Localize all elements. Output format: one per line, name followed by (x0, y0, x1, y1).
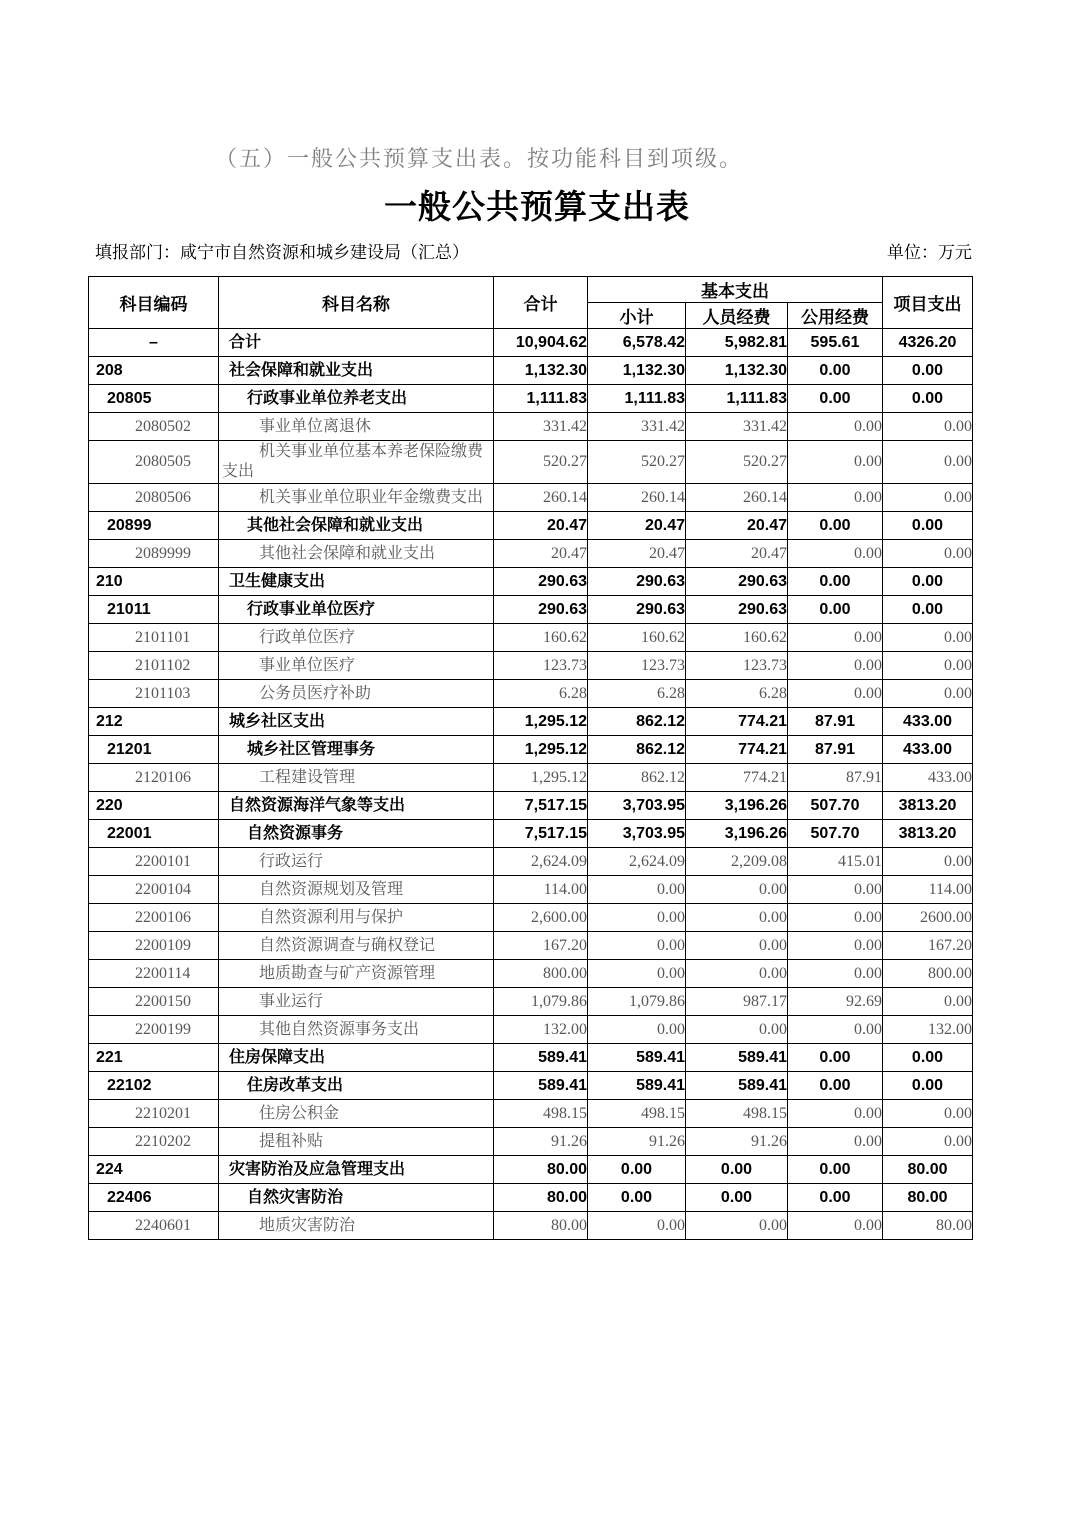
value-cell-subtotal: 331.42 (588, 413, 686, 441)
value-cell-total: 589.41 (494, 1044, 588, 1072)
value-cell-total: 7,517.15 (494, 820, 588, 848)
name-cell: 自然资源规划及管理 (219, 876, 494, 904)
value-cell-public: 0.00 (788, 568, 883, 596)
value-cell-project: 3813.20 (883, 820, 973, 848)
value-cell-project: 0.00 (883, 1072, 973, 1100)
code-cell: 2101103 (89, 680, 219, 708)
value-cell-total: 167.20 (494, 932, 588, 960)
value-cell-personnel: 0.00 (686, 904, 788, 932)
value-cell-total: 800.00 (494, 960, 588, 988)
code-cell: 2200104 (89, 876, 219, 904)
budget-table (88, 276, 973, 1240)
value-cell-public: 507.70 (788, 792, 883, 820)
table-row (89, 1100, 973, 1128)
table-row (89, 960, 973, 988)
value-cell-personnel: 498.15 (686, 1100, 788, 1128)
name-cell: 提租补贴 (219, 1128, 494, 1156)
table-row (89, 385, 973, 413)
header-basic-group: 基本支出 (588, 277, 883, 303)
value-cell-project: 132.00 (883, 1016, 973, 1044)
value-cell-personnel: 589.41 (686, 1072, 788, 1100)
code-cell: 22406 (89, 1184, 219, 1212)
value-cell-total: 260.14 (494, 484, 588, 512)
value-cell-public: 0.00 (788, 1212, 883, 1240)
value-cell-project: 0.00 (883, 357, 973, 385)
value-cell-subtotal: 862.12 (588, 736, 686, 764)
value-cell-subtotal: 290.63 (588, 596, 686, 624)
value-cell-total: 498.15 (494, 1100, 588, 1128)
value-cell-project: 0.00 (883, 848, 973, 876)
value-cell-total: 20.47 (494, 512, 588, 540)
value-cell-total: 114.00 (494, 876, 588, 904)
name-cell: 机关事业单位基本养老保险缴费支出 (219, 441, 494, 484)
value-cell-subtotal: 123.73 (588, 652, 686, 680)
value-cell-public: 87.91 (788, 736, 883, 764)
value-cell-subtotal: 91.26 (588, 1128, 686, 1156)
name-cell: 其他社会保障和就业支出 (219, 540, 494, 568)
name-cell: 其他社会保障和就业支出 (219, 512, 494, 540)
value-cell-public: 0.00 (788, 1184, 883, 1212)
value-cell-public: 0.00 (788, 1044, 883, 1072)
value-cell-public: 0.00 (788, 1100, 883, 1128)
value-cell-public: 595.61 (788, 329, 883, 357)
code-cell: 21201 (89, 736, 219, 764)
value-cell-total: 1,295.12 (494, 764, 588, 792)
value-cell-project: 0.00 (883, 1128, 973, 1156)
value-cell-total: 290.63 (494, 568, 588, 596)
header-code: 科目编码 (89, 277, 219, 329)
table-row (89, 680, 973, 708)
value-cell-personnel: 774.21 (686, 708, 788, 736)
value-cell-subtotal: 0.00 (588, 1184, 686, 1212)
value-cell-total: 290.63 (494, 596, 588, 624)
value-cell-total: 132.00 (494, 1016, 588, 1044)
name-cell: 工程建设管理 (219, 764, 494, 792)
value-cell-personnel: 3,196.26 (686, 792, 788, 820)
value-cell-personnel: 20.47 (686, 540, 788, 568)
value-cell-subtotal: 0.00 (588, 1016, 686, 1044)
value-cell-project: 0.00 (883, 624, 973, 652)
table-row (89, 413, 973, 441)
value-cell-personnel: 331.42 (686, 413, 788, 441)
name-cell: 社会保障和就业支出 (219, 357, 494, 385)
value-cell-public: 0.00 (788, 441, 883, 484)
value-cell-personnel: 0.00 (686, 960, 788, 988)
value-cell-project: 0.00 (883, 512, 973, 540)
value-cell-personnel: 589.41 (686, 1044, 788, 1072)
value-cell-public: 87.91 (788, 708, 883, 736)
name-cell: 行政单位医疗 (219, 624, 494, 652)
value-cell-total: 331.42 (494, 413, 588, 441)
value-cell-personnel: 6.28 (686, 680, 788, 708)
value-cell-total: 1,111.83 (494, 385, 588, 413)
value-cell-subtotal: 0.00 (588, 960, 686, 988)
value-cell-personnel: 774.21 (686, 736, 788, 764)
value-cell-personnel: 5,982.81 (686, 329, 788, 357)
value-cell-project: 0.00 (883, 484, 973, 512)
value-cell-total: 589.41 (494, 1072, 588, 1100)
value-cell-subtotal: 862.12 (588, 708, 686, 736)
code-cell: 220 (89, 792, 219, 820)
value-cell-total: 10,904.62 (494, 329, 588, 357)
value-cell-total: 80.00 (494, 1184, 588, 1212)
value-cell-project: 4326.20 (883, 329, 973, 357)
header-project: 项目支出 (883, 277, 973, 329)
value-cell-public: 0.00 (788, 1072, 883, 1100)
value-cell-subtotal: 0.00 (588, 1156, 686, 1184)
value-cell-subtotal: 0.00 (588, 904, 686, 932)
value-cell-subtotal: 0.00 (588, 876, 686, 904)
table-row (89, 708, 973, 736)
code-cell: 2200114 (89, 960, 219, 988)
name-cell: 事业运行 (219, 988, 494, 1016)
value-cell-public: 0.00 (788, 385, 883, 413)
page-title: 一般公共预算支出表 (384, 190, 690, 226)
table-row (89, 876, 973, 904)
value-cell-total: 520.27 (494, 441, 588, 484)
code-cell: 210 (89, 568, 219, 596)
unit-label: 单位：万元 (887, 243, 972, 262)
code-cell: 21011 (89, 596, 219, 624)
value-cell-subtotal: 0.00 (588, 932, 686, 960)
department-label: 填报部门：咸宁市自然资源和城乡建设局（汇总） (95, 243, 469, 262)
code-cell: 20899 (89, 512, 219, 540)
value-cell-project: 2600.00 (883, 904, 973, 932)
value-cell-project: 0.00 (883, 540, 973, 568)
value-cell-subtotal: 498.15 (588, 1100, 686, 1128)
value-cell-subtotal: 1,079.86 (588, 988, 686, 1016)
code-cell: 208 (89, 357, 219, 385)
name-cell: 卫生健康支出 (219, 568, 494, 596)
name-cell: 住房保障支出 (219, 1044, 494, 1072)
table-row (89, 820, 973, 848)
table-row (89, 1044, 973, 1072)
code-cell: 2120106 (89, 764, 219, 792)
value-cell-total: 91.26 (494, 1128, 588, 1156)
value-cell-personnel: 0.00 (686, 1016, 788, 1044)
name-cell: 事业单位医疗 (219, 652, 494, 680)
name-cell: 灾害防治及应急管理支出 (219, 1156, 494, 1184)
value-cell-public: 0.00 (788, 960, 883, 988)
value-cell-project: 80.00 (883, 1184, 973, 1212)
table-row (89, 764, 973, 792)
value-cell-project: 0.00 (883, 568, 973, 596)
code-cell: 224 (89, 1156, 219, 1184)
value-cell-public: 0.00 (788, 652, 883, 680)
value-cell-total: 160.62 (494, 624, 588, 652)
value-cell-project: 0.00 (883, 1044, 973, 1072)
value-cell-subtotal: 3,703.95 (588, 820, 686, 848)
table-row (89, 652, 973, 680)
name-cell: 合计 (219, 329, 494, 357)
code-cell: 2200106 (89, 904, 219, 932)
value-cell-public: 0.00 (788, 357, 883, 385)
table-row (89, 1128, 973, 1156)
value-cell-public: 87.91 (788, 764, 883, 792)
value-cell-subtotal: 0.00 (588, 1212, 686, 1240)
value-cell-public: 0.00 (788, 512, 883, 540)
code-cell: 2101101 (89, 624, 219, 652)
name-cell: 机关事业单位职业年金缴费支出 (219, 484, 494, 512)
value-cell-personnel: 1,132.30 (686, 357, 788, 385)
table-row (89, 624, 973, 652)
code-cell: 22102 (89, 1072, 219, 1100)
value-cell-subtotal: 260.14 (588, 484, 686, 512)
table-row (89, 932, 973, 960)
value-cell-public: 0.00 (788, 1128, 883, 1156)
code-cell: 2200101 (89, 848, 219, 876)
table-row (89, 540, 973, 568)
header-subtotal: 小计 (588, 303, 686, 329)
value-cell-public: 0.00 (788, 624, 883, 652)
code-cell: 2080502 (89, 413, 219, 441)
name-cell: 行政事业单位医疗 (219, 596, 494, 624)
table-row (89, 736, 973, 764)
code-cell: 2200109 (89, 932, 219, 960)
value-cell-subtotal: 589.41 (588, 1072, 686, 1100)
value-cell-project: 0.00 (883, 413, 973, 441)
code-cell: 212 (89, 708, 219, 736)
value-cell-project: 3813.20 (883, 792, 973, 820)
value-cell-total: 1,295.12 (494, 736, 588, 764)
name-cell: 其他自然资源事务支出 (219, 1016, 494, 1044)
value-cell-personnel: 3,196.26 (686, 820, 788, 848)
table-row (89, 1072, 973, 1100)
section-heading: （五）一般公共预算支出表。按功能科目到项级。 (215, 146, 744, 171)
value-cell-subtotal: 6,578.42 (588, 329, 686, 357)
value-cell-public: 0.00 (788, 540, 883, 568)
code-cell: 2080506 (89, 484, 219, 512)
value-cell-project: 433.00 (883, 736, 973, 764)
code-cell: 2089999 (89, 540, 219, 568)
name-cell: 住房公积金 (219, 1100, 494, 1128)
value-cell-personnel: 0.00 (686, 1184, 788, 1212)
name-cell: 地质灾害防治 (219, 1212, 494, 1240)
value-cell-project: 0.00 (883, 652, 973, 680)
value-cell-subtotal: 290.63 (588, 568, 686, 596)
value-cell-subtotal: 20.47 (588, 512, 686, 540)
value-cell-public: 0.00 (788, 484, 883, 512)
code-cell: 2101102 (89, 652, 219, 680)
code-cell: 2200150 (89, 988, 219, 1016)
name-cell: 事业单位离退休 (219, 413, 494, 441)
value-cell-project: 0.00 (883, 441, 973, 484)
code-cell: 2080505 (89, 441, 219, 484)
value-cell-subtotal: 20.47 (588, 540, 686, 568)
value-cell-project: 0.00 (883, 385, 973, 413)
table-row (89, 988, 973, 1016)
value-cell-subtotal: 2,624.09 (588, 848, 686, 876)
value-cell-total: 80.00 (494, 1156, 588, 1184)
name-cell: 自然灾害防治 (219, 1184, 494, 1212)
table-row (89, 357, 973, 385)
table-row (89, 596, 973, 624)
code-cell: 20805 (89, 385, 219, 413)
value-cell-personnel: 2,209.08 (686, 848, 788, 876)
value-cell-project: 0.00 (883, 1100, 973, 1128)
header-total: 合计 (494, 277, 588, 329)
meta-row (95, 242, 972, 264)
code-cell: 2240601 (89, 1212, 219, 1240)
name-cell: 地质勘查与矿产资源管理 (219, 960, 494, 988)
code-cell: 221 (89, 1044, 219, 1072)
value-cell-total: 2,600.00 (494, 904, 588, 932)
value-cell-project: 114.00 (883, 876, 973, 904)
value-cell-public: 0.00 (788, 876, 883, 904)
value-cell-total: 80.00 (494, 1212, 588, 1240)
table-row (89, 1184, 973, 1212)
value-cell-project: 433.00 (883, 764, 973, 792)
value-cell-total: 123.73 (494, 652, 588, 680)
value-cell-total: 1,295.12 (494, 708, 588, 736)
value-cell-subtotal: 1,132.30 (588, 357, 686, 385)
value-cell-personnel: 290.63 (686, 596, 788, 624)
value-cell-personnel: 0.00 (686, 876, 788, 904)
table-row (89, 512, 973, 540)
value-cell-total: 1,132.30 (494, 357, 588, 385)
table-row (89, 1212, 973, 1240)
value-cell-public: 415.01 (788, 848, 883, 876)
value-cell-subtotal: 3,703.95 (588, 792, 686, 820)
value-cell-total: 6.28 (494, 680, 588, 708)
table-row (89, 1156, 973, 1184)
header-name: 科目名称 (219, 277, 494, 329)
name-cell: 行政运行 (219, 848, 494, 876)
value-cell-personnel: 290.63 (686, 568, 788, 596)
value-cell-project: 433.00 (883, 708, 973, 736)
value-cell-subtotal: 160.62 (588, 624, 686, 652)
value-cell-total: 2,624.09 (494, 848, 588, 876)
value-cell-subtotal: 6.28 (588, 680, 686, 708)
name-cell: 行政事业单位养老支出 (219, 385, 494, 413)
name-cell: 自然资源事务 (219, 820, 494, 848)
budget-table-header (89, 277, 973, 329)
value-cell-public: 0.00 (788, 1156, 883, 1184)
name-cell: 自然资源调查与确权登记 (219, 932, 494, 960)
name-cell: 城乡社区管理事务 (219, 736, 494, 764)
value-cell-project: 0.00 (883, 680, 973, 708)
value-cell-total: 7,517.15 (494, 792, 588, 820)
code-cell: 2210201 (89, 1100, 219, 1128)
name-cell: 公务员医疗补助 (219, 680, 494, 708)
code-cell: 22001 (89, 820, 219, 848)
value-cell-total: 20.47 (494, 540, 588, 568)
value-cell-public: 0.00 (788, 1016, 883, 1044)
value-cell-personnel: 0.00 (686, 932, 788, 960)
value-cell-personnel: 987.17 (686, 988, 788, 1016)
table-row (89, 484, 973, 512)
code-cell: 2210202 (89, 1128, 219, 1156)
value-cell-personnel: 1,111.83 (686, 385, 788, 413)
table-row (89, 568, 973, 596)
value-cell-personnel: 20.47 (686, 512, 788, 540)
code-cell: 2200199 (89, 1016, 219, 1044)
value-cell-public: 0.00 (788, 904, 883, 932)
value-cell-public: 0.00 (788, 932, 883, 960)
value-cell-personnel: 260.14 (686, 484, 788, 512)
value-cell-personnel: 0.00 (686, 1156, 788, 1184)
value-cell-subtotal: 589.41 (588, 1044, 686, 1072)
value-cell-project: 0.00 (883, 596, 973, 624)
value-cell-public: 92.69 (788, 988, 883, 1016)
value-cell-project: 0.00 (883, 988, 973, 1016)
value-cell-public: 507.70 (788, 820, 883, 848)
value-cell-personnel: 774.21 (686, 764, 788, 792)
header-personnel: 人员经费 (686, 303, 788, 329)
value-cell-project: 167.20 (883, 932, 973, 960)
table-row (89, 329, 973, 357)
value-cell-public: 0.00 (788, 596, 883, 624)
name-cell: 住房改革支出 (219, 1072, 494, 1100)
table-row (89, 792, 973, 820)
table-row (89, 441, 973, 484)
value-cell-project: 800.00 (883, 960, 973, 988)
value-cell-public: 0.00 (788, 413, 883, 441)
table-row (89, 1016, 973, 1044)
name-cell: 自然资源海洋气象等支出 (219, 792, 494, 820)
value-cell-personnel: 520.27 (686, 441, 788, 484)
value-cell-total: 1,079.86 (494, 988, 588, 1016)
value-cell-personnel: 91.26 (686, 1128, 788, 1156)
header-row-1 (89, 277, 973, 303)
value-cell-subtotal: 1,111.83 (588, 385, 686, 413)
header-public: 公用经费 (788, 303, 883, 329)
table-row (89, 848, 973, 876)
value-cell-personnel: 0.00 (686, 1212, 788, 1240)
budget-table-body (89, 329, 973, 1240)
value-cell-personnel: 160.62 (686, 624, 788, 652)
value-cell-subtotal: 862.12 (588, 764, 686, 792)
value-cell-personnel: 123.73 (686, 652, 788, 680)
code-cell: – (89, 329, 219, 357)
table-row (89, 904, 973, 932)
value-cell-public: 0.00 (788, 680, 883, 708)
name-cell: 城乡社区支出 (219, 708, 494, 736)
value-cell-project: 80.00 (883, 1156, 973, 1184)
value-cell-subtotal: 520.27 (588, 441, 686, 484)
value-cell-project: 80.00 (883, 1212, 973, 1240)
name-cell: 自然资源利用与保护 (219, 904, 494, 932)
